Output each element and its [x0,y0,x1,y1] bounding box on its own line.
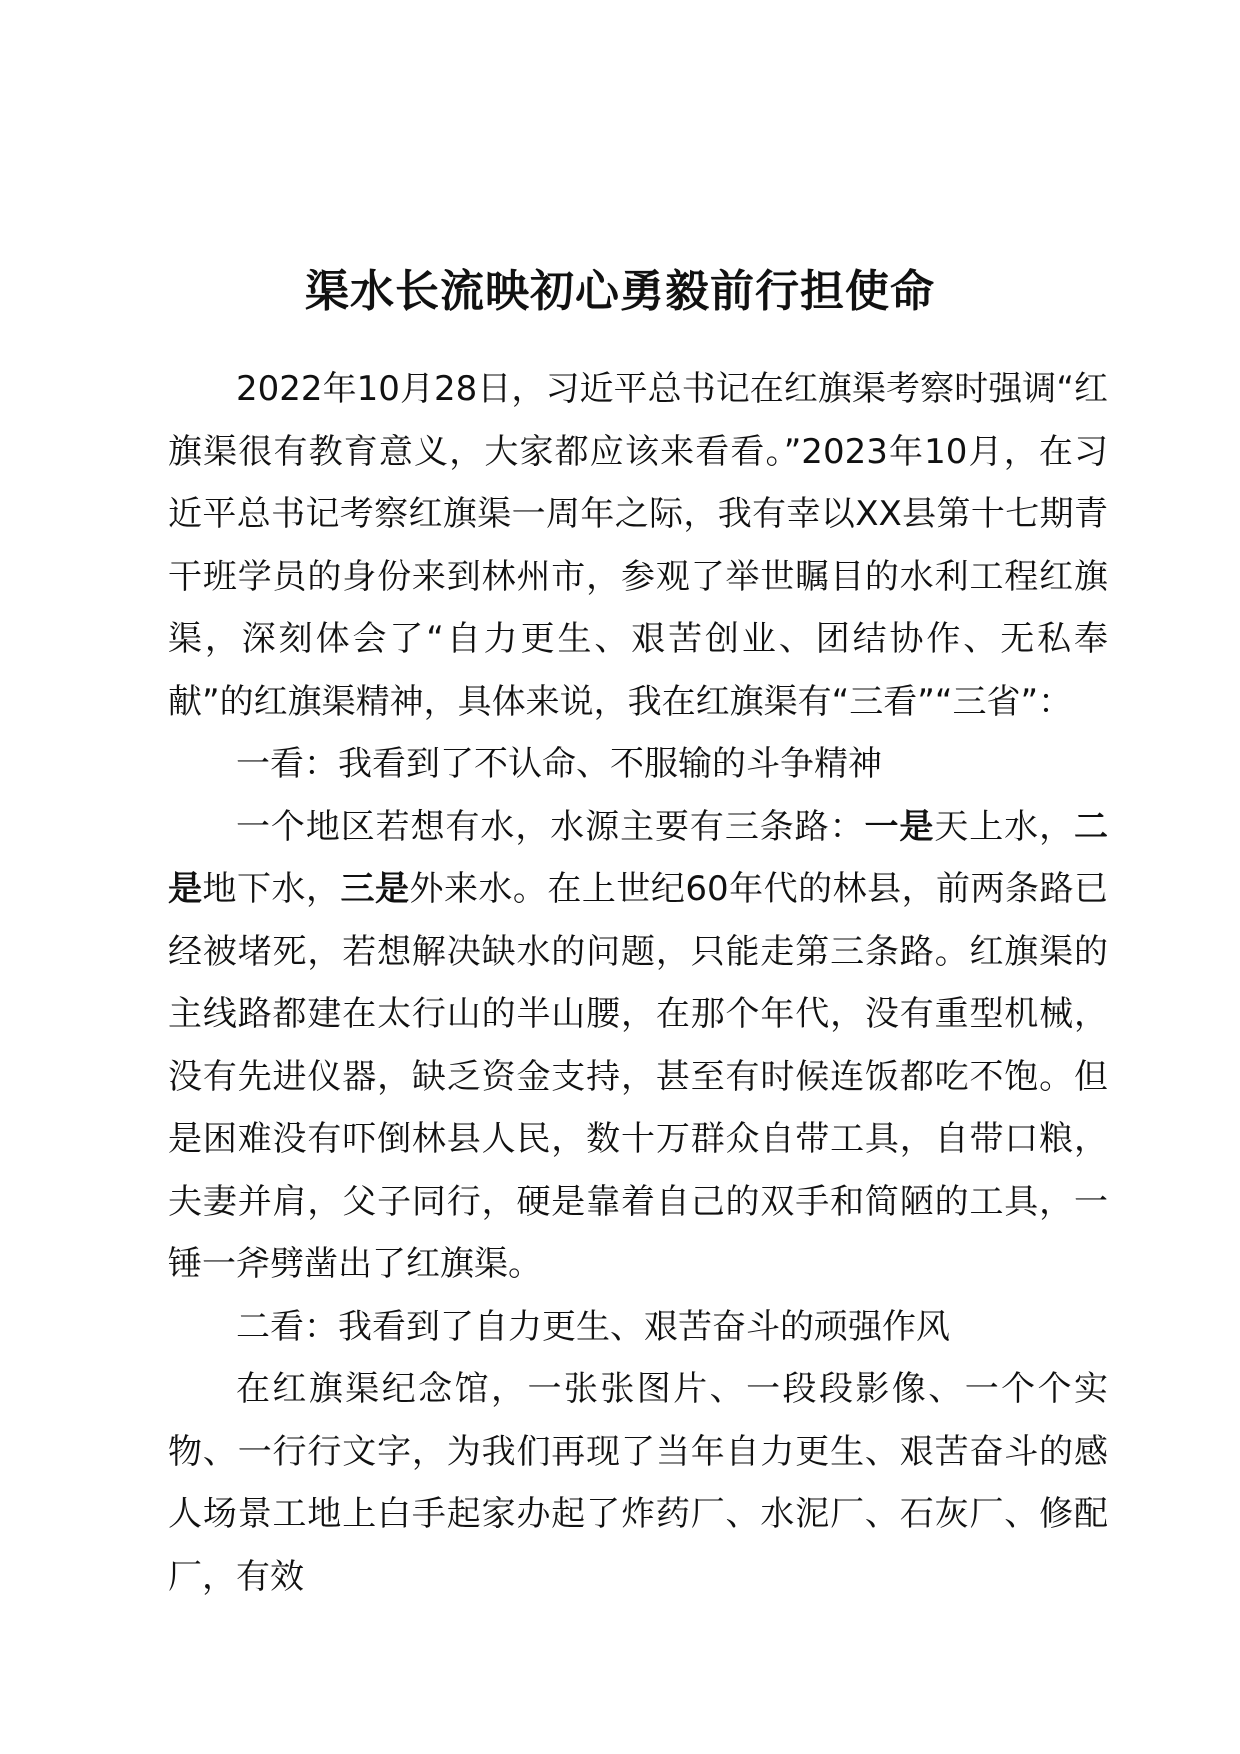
section-2-paragraph: 在红旗渠纪念馆，一张张图片、一段段影像、一个个实物、一行行文字，为我们再现了当年自力更生、艰苦奋斗的感人场景工地上白手起家办起了炸药厂、水泥厂、石灰厂、修配厂，有效 [168,1369,1108,1597]
paragraph-text-3: 外来水。在上世纪60年代的林县，前两条路已经被堵死，若想解决缺水的问题，只能走第三条路。红旗渠的主线路都建在太行山的半山腰，在那个年代，没有重型机械，没有先进仪器，缺乏资金支持，甚至有时候连饭都吃不饱。但是困难没有吓倒林县人民，数十万群众自带工具，自带口粮，夫妻并肩，父子同行，硬是靠着自己的双手和简陋的工具，一锤一斧劈凿出了红旗渠。 [168,869,1109,1284]
document-body [168,358,1108,1608]
bold-label-3: 三是 [340,869,410,909]
section-heading-1: 一看：我看到了不认命、不服输的斗争精神 [236,744,882,784]
section-1-paragraph [168,796,1108,1296]
section-heading-2: 二看：我看到了自力更生、艰苦奋斗的顽强作风 [236,1306,950,1347]
document-title: 渠水长流映初心勇毅前行担使命 [305,266,935,317]
bold-label-2: 二是 [168,806,1109,909]
intro-paragraph: 2022年10月28日，习近平总书记在红旗渠考察时强调“红旗渠很有教育意义，大家都应该来看看。”2023年10月，在习近平总书记考察红旗渠一周年之际，我有幸以XX县第十七期青干班学员的身份来到林州市，参观了举世瞩目的水利工程红旗渠，深刻体会了“自力更生、艰苦创业、团结协作、无私奉献”的红旗渠精神，具体来说，我在红旗渠有“三看”“三省”： [168,369,1108,722]
paragraph-lead: 一个地区若想有水，水源主要有三条路： [236,806,865,847]
bold-label-1: 一是 [864,806,935,847]
paragraph-text-1: 天上水， [934,806,1075,847]
paragraph-text-2: 地下水， [202,869,341,909]
